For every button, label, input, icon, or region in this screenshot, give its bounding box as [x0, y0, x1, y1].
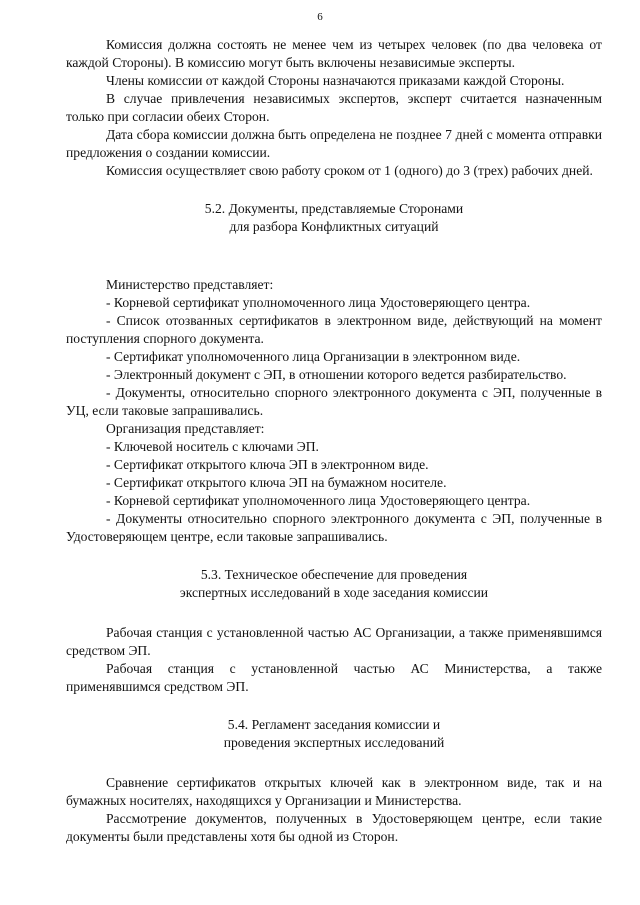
list-item: - Сертификат уполномоченного лица Организации в электронном виде.: [106, 349, 521, 364]
list-item: - Корневой сертификат уполномоченного лица Удостоверяющего центра.: [106, 493, 531, 508]
paragraph: Сравнение сертификатов открытых ключей как в электронном виде, так и на бумажных носителях, находящихся у Организации и Министерства.: [66, 775, 602, 808]
page-content: [66, 36, 602, 846]
paragraph: Рассмотрение документов, полученных в Удостоверяющем центре, если такие документы были представлены хотя бы одной из Сторон.: [66, 811, 602, 844]
list-label: Министерство представляет:: [106, 277, 274, 292]
paragraph: Рабочая станция с установленной частью АС Министерства, а также применявшимся средством ЭП.: [66, 661, 602, 694]
paragraph: Члены комиссии от каждой Стороны назначаются приказами каждой Стороны.: [106, 73, 565, 88]
paragraph: Дата сбора комиссии должна быть определена не позднее 7 дней с момента отправки предложения о создании комиссии.: [66, 127, 602, 160]
section-heading-5-2: 5.2. Документы, представляемые Сторонами для разбора Конфликтных ситуаций: [204, 201, 464, 234]
list-item: - Список отозванных сертификатов в электронном виде, действующий на момент поступления спорного документа.: [66, 313, 602, 346]
list-label: Организация представляет:: [106, 421, 265, 436]
list-item: - Сертификат открытого ключа ЭП в электронном виде.: [106, 457, 429, 472]
paragraph: В случае привлечения независимых экспертов, эксперт считается назначенным только при согласии обеих Сторон.: [66, 91, 602, 124]
list-item: - Корневой сертификат уполномоченного лица Удостоверяющего центра.: [106, 295, 531, 310]
paragraph: Рабочая станция с установленной частью АС Организации, а также применявшимся средством ЭП.: [66, 625, 602, 658]
section-heading-5-3: 5.3. Техническое обеспечение для проведения экспертных исследований в ходе заседания комиссии: [179, 567, 489, 600]
page-number: 6: [317, 11, 323, 23]
paragraph: Комиссия осуществляет свою работу сроком от 1 (одного) до 3 (трех) рабочих дней.: [106, 163, 593, 178]
section-heading-5-4: 5.4. Регламент заседания комиссии и проведения экспертных исследований: [223, 717, 445, 750]
list-item: - Сертификат открытого ключа ЭП на бумажном носителе.: [106, 475, 447, 490]
list-item: - Ключевой носитель с ключами ЭП.: [106, 439, 319, 454]
spacer: [66, 258, 602, 276]
list-item: - Электронный документ с ЭП, в отношении которого ведется разбирательство.: [106, 367, 567, 382]
list-item: - Документы относительно спорного электронного документа с ЭП, полученные в Удостоверяющем центре, если таковые запрашивались.: [66, 511, 602, 544]
paragraph: Комиссия должна состоять не менее чем из четырех человек (по два человека от каждой Стороны). В комиссию могут быть включены независимые эксперты.: [66, 37, 602, 70]
list-item: - Документы, относительно спорного электронного документа с ЭП, полученные в УЦ, если таковые запрашивались.: [66, 385, 602, 418]
